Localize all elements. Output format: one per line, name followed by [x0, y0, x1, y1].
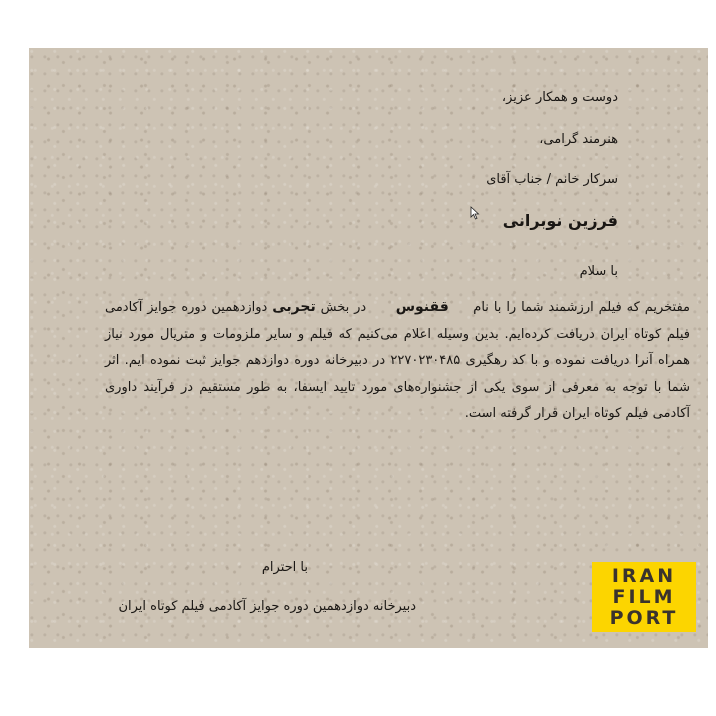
logo-line-3: PORT: [609, 606, 679, 629]
greeting-line-2: هنرمند گرامی،: [539, 132, 618, 147]
section-name: تجربی: [272, 299, 316, 315]
salutation: با سلام: [579, 264, 618, 279]
body-text-part-2: در بخش: [320, 300, 367, 315]
mouse-cursor-icon: [470, 206, 480, 220]
body-text-part-1: مفتخریم که فیلم ارزشمند شما را با نام: [473, 300, 690, 315]
letter-paper: [29, 48, 708, 648]
closing: با احترام: [261, 560, 308, 575]
greeting-line-3: سرکار خانم / جناب آقای: [486, 172, 618, 187]
body-text-part-3: دوازدهمین دوره جوایز آکادمی فیلم کوتاه ایران دریافت کرده‌ایم. بدین وسیله اعلام می‌کنیم که فیلم و سایر ملزومات و متریال مورد نیاز همراه آنرا دریافت نموده و با کد رهگیری ۲۲۷۰۲۳۰۴۸۵ در دبیرخانه دوره دوازدهم جوایز ثبت نموده ایم. اثر شما با توجه به معرفی از سوی یکی از جشنواره‌های مورد تایید ایسفا، به طور مستقیم در فرآیند داوری آکادمی فیلم کوتاه ایران قرار گرفته است.: [105, 300, 690, 421]
letter-body: [105, 294, 690, 428]
iran-film-port-logo: [592, 562, 696, 632]
greeting-line-1: دوست و همکار عزیز،: [501, 90, 618, 105]
film-title: ققنوس: [395, 299, 449, 315]
logo-line-2: FILM: [612, 585, 676, 608]
recipient-name: فرزین نوبرانی: [502, 211, 618, 230]
signature: دبیرخانه دوازدهمین دوره جوایز آکادمی فیلم کوتاه ایران: [118, 599, 416, 614]
logo-line-1: IRAN: [611, 564, 677, 587]
